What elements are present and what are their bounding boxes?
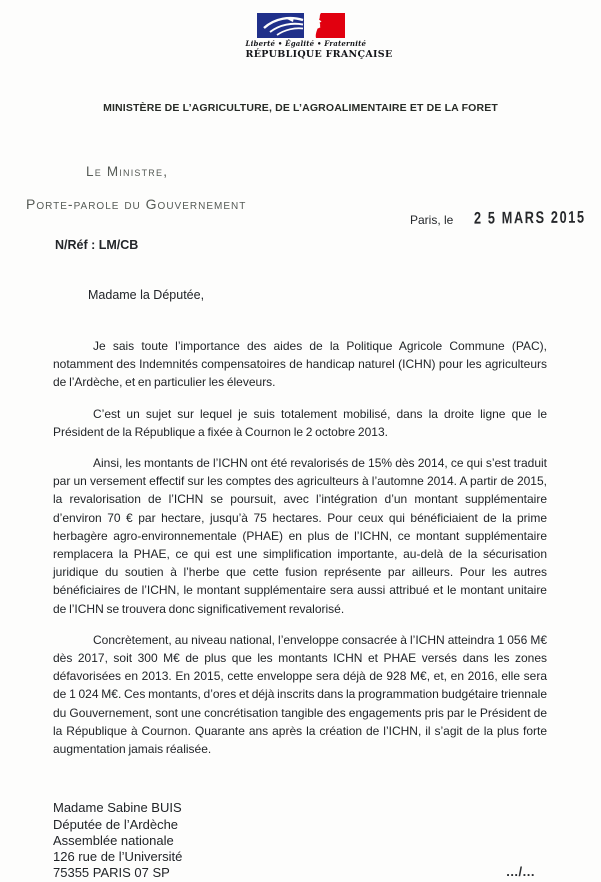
letter-body [53, 288, 547, 882]
republique-francaise-logo [245, 13, 393, 60]
sender-title-minister: Le Ministre, [86, 164, 169, 179]
recipient-role: Députée de l’Ardèche [53, 816, 179, 832]
logo-motto: Liberté • Égalité • Fraternité [245, 39, 367, 48]
logo-republic-name: RÉPUBLIQUE FRANÇAISE [245, 49, 393, 60]
recipient-street: 126 rue de l’Université [53, 849, 183, 865]
paragraph-1: Je sais toute l’importance des aides de la Politique Agricole Commune (PAC), notamment des Indemnités compensatoires de handicap naturel (ICHN) pour les agriculteurs de l’Ardèche, et en particulier les éleveurs. [53, 339, 547, 390]
paragraph-2: C’est un sujet sur lequel je suis totalement mobilisé, dans la droite ligne que le Président de la République a fixée à Cournon le 2 octobre 2013. [53, 406, 547, 439]
recipient-address [53, 800, 547, 881]
salutation: Madame la Députée, [88, 288, 205, 302]
recipient-city: 75355 PARIS 07 SP [53, 865, 170, 881]
dateline-place: Paris, le [410, 213, 454, 227]
paragraph-3: Ainsi, les montants de l’ICHN ont été revalorisés de 15% dès 2014, ce qui s’est traduit par un versement effectif sur les comptes des agriculteurs à l’automne 2014. A partir de 2015, la revalorisation de l’ICHN se poursuit, avec l’intégration d’un montant supplémentaire d’environ 70 € par hectare, jusqu’à 75 hectares. Pour ceux qui bénéficiaient de la prime herbagère agro-environnementale (PHAE) en plus de l’ICHN, ce montant supplémentaire remplacera la PHAE, ce qui est une simplification importante, au-delà de la sécurisation juridique du soutien à l’herbe que cette fusion représente par ailleurs. Pour les autres bénéficiaires de l’ICHN, le montant supplémentaire sera aussi attribué et le montant unitaire de l’ICHN se trouvera donc significativement revalorisé. [53, 456, 547, 616]
recipient-name: Madame Sabine BUIS [53, 800, 182, 816]
recipient-institution: Assemblée nationale [53, 832, 174, 848]
paragraph-4: Concrètement, au niveau national, l’enveloppe consacrée à l’ICHN atteindra 1 056 M€ dès 2017, soit 300 M€ de plus que les montants ICHN et PHAE versés dans les zones défavorisées en 2013. En 2015, cette enveloppe sera déjà de 928 M€, et, en 2016, elle sera de 1 024 M€. Ces montants, d’ores et déjà inscrits dans la programmation budgétaire triennale du Gouvernement, sont une concrétisation tangible des engagements pris par le Président de la République à Cournon. Quarante ans après la création de l’ICHN, il s’agit de la plus forte augmentation jamais réalisée. [53, 632, 547, 757]
dateline [410, 208, 601, 229]
ministry-title: MINISTÈRE DE L’AGRICULTURE, DE L’AGROALIMENTAIRE ET DE LA FORET [103, 102, 498, 114]
page-continuation-mark: .../... [506, 864, 535, 880]
sender-title-spokesperson: Porte-parole du Gouvernement [26, 196, 247, 212]
reference-line: N/Réf : LM/CB [55, 238, 139, 252]
date-stamp: 2 5 MARS 2015 [473, 208, 586, 228]
french-flag-marianne-icon [257, 13, 345, 38]
